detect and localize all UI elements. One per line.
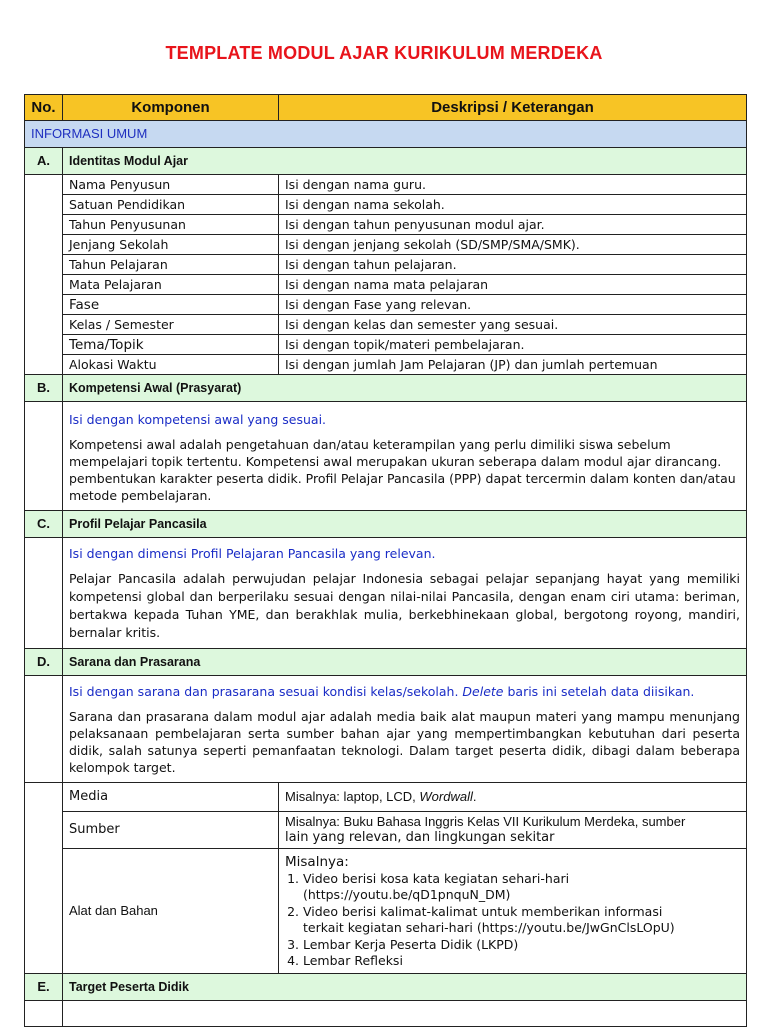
media-value — [279, 783, 747, 812]
section-d-number: D. — [25, 649, 63, 676]
sumber-value — [279, 812, 747, 849]
row-key: Fase — [63, 295, 279, 315]
row-value: Isi dengan nama mata pelajaran — [279, 275, 747, 295]
list-item: 4. Lembar Refleksi — [303, 953, 740, 970]
row-key: Tahun Penyusunan — [63, 215, 279, 235]
row-value: Isi dengan jenjang sekolah (SD/SMP/SMA/SMK). — [279, 235, 747, 255]
table-row — [25, 175, 747, 195]
list-item: 1. Video berisi kosa kata kegiatan sehari-hari (https://youtu.be/qD1pnquN_DM) — [303, 871, 740, 904]
section-d-blank-cell-2 — [25, 783, 63, 974]
media-value-text: Misalnya: laptop, LCD, — [285, 789, 420, 804]
section-d-instruction — [69, 684, 740, 700]
row-key: Nama Penyusun — [63, 175, 279, 195]
row-value: Isi dengan jumlah Jam Pelajaran (JP) dan jumlah pertemuan — [279, 355, 747, 375]
section-c-number: C. — [25, 511, 63, 538]
section-b-content — [63, 402, 747, 511]
section-e-content — [63, 1001, 747, 1027]
section-d-content — [63, 676, 747, 783]
row-value: Isi dengan tahun pelajaran. — [279, 255, 747, 275]
section-b-instruction: Isi dengan kompetensi awal yang sesuai. — [69, 412, 327, 427]
row-key: Tahun Pelajaran — [63, 255, 279, 275]
section-c-body: Pelajar Pancasila adalah perwujudan pelajar Indonesia sebagai pelajar sepanjang hayat yang memiliki kompetensi global dan berperilaku sesuai dengan nilai-nilai Pancasila, dengan enam ciri utama: beriman, bertakwa kepada Tuhan YME, dan berakhlak mulia, berkebhinekaan global, bergotong royong, mandiri, bernalar kritis. — [69, 571, 740, 640]
section-c-label: Profil Pelajar Pancasila — [63, 511, 747, 538]
section-c-header — [25, 511, 747, 538]
media-label: Media — [63, 783, 279, 812]
section-b-content-row — [25, 402, 747, 511]
alat-bahan-row — [25, 849, 747, 974]
table-row — [25, 235, 747, 255]
section-a-blank-cell — [25, 175, 63, 375]
section-b-body: Kompetensi awal adalah pengetahuan dan/atau keterampilan yang perlu dimiliki siswa sebelum mempelajari topik tertentu. Kompetensi awal merupakan ukuran seberapa dalam modul ajar dirancang. pembentukan karakter peserta didik. Profil Pelajar Pancasila (PPP) dapat tercermin dalam konten dan/atau metode pembelajaran. — [69, 437, 736, 503]
media-value-end: . — [472, 789, 477, 804]
sumber-label: Sumber — [63, 812, 279, 849]
row-key: Jenjang Sekolah — [63, 235, 279, 255]
section-e-blank-cell — [25, 1001, 63, 1027]
section-b-blank-cell — [25, 402, 63, 511]
section-d-content-row — [25, 676, 747, 783]
alat-bahan-value — [279, 849, 747, 974]
header-komponen: Komponen — [63, 95, 279, 121]
header-deskripsi: Deskripsi / Keterangan — [279, 95, 747, 121]
section-d-blank-cell — [25, 676, 63, 783]
section-a-label: Identitas Modul Ajar — [63, 148, 747, 175]
section-e-content-row — [25, 1001, 747, 1027]
instruction-delete-word: Delete — [462, 684, 504, 699]
row-key: Kelas / Semester — [63, 315, 279, 335]
section-c-content-row — [25, 538, 747, 649]
section-e-label: Target Peserta Didik — [63, 974, 747, 1001]
sumber-value-line1: Misalnya: Buku Bahasa Inggris Kelas VII Kurikulum Merdeka, sumber — [285, 814, 686, 829]
section-d-header — [25, 649, 747, 676]
table-row — [25, 355, 747, 375]
table-row — [25, 315, 747, 335]
table-row — [25, 215, 747, 235]
row-value: Isi dengan tahun penyusunan modul ajar. — [279, 215, 747, 235]
row-key: Mata Pelajaran — [63, 275, 279, 295]
row-key: Alokasi Waktu — [63, 355, 279, 375]
section-a-header — [25, 148, 747, 175]
table-row — [25, 295, 747, 315]
instruction-text: Isi dengan sarana dan prasarana sesuai kondisi kelas/sekolah. — [69, 684, 463, 699]
sumber-value-line2: lain yang relevan, dan lingkungan sekitar — [285, 830, 555, 845]
section-b-header — [25, 375, 747, 402]
section-a-number: A. — [25, 148, 63, 175]
section-d-body: Sarana dan prasarana dalam modul ajar adalah media baik alat maupun materi yang mampu menunjang pelaksanaan pembelajaran serta sumber bahan ajar yang mempertimbangkan kebutuhan dari peserta didik, salah satunya seperti pemanfaatan teknologi. Dalam target peserta didik, dibagi dalam beberapa kelompok target. — [69, 709, 740, 775]
page-title: TEMPLATE MODUL AJAR KURIKULUM MERDEKA — [165, 43, 603, 63]
section-e-number: E. — [25, 974, 63, 1001]
row-key: Tema/Topik — [63, 335, 279, 355]
instruction-text-end: baris ini setelah data diisikan. — [503, 684, 695, 699]
table-row — [25, 275, 747, 295]
row-value: Isi dengan kelas dan semester yang sesuai. — [279, 315, 747, 335]
header-no: No. — [25, 95, 63, 121]
section-d-label: Sarana dan Prasarana — [63, 649, 747, 676]
media-value-wordwall: Wordwall — [419, 789, 473, 804]
row-value: Isi dengan nama guru. — [279, 175, 747, 195]
row-key: Satuan Pendidikan — [63, 195, 279, 215]
row-value: Isi dengan Fase yang relevan. — [279, 295, 747, 315]
section-b-number: B. — [25, 375, 63, 402]
table-row — [25, 335, 747, 355]
section-b-label: Kompetensi Awal (Prasyarat) — [63, 375, 747, 402]
sumber-row — [25, 812, 747, 849]
section-c-content — [63, 538, 747, 649]
informasi-umum-label: INFORMASI UMUM — [25, 121, 747, 148]
media-row — [25, 783, 747, 812]
table-row — [25, 255, 747, 275]
row-value: Isi dengan topik/materi pembelajaran. — [279, 335, 747, 355]
row-value: Isi dengan nama sekolah. — [279, 195, 747, 215]
list-item: 3. Lembar Kerja Peserta Didik (LKPD) — [303, 937, 740, 954]
table-header-row — [25, 95, 747, 121]
informasi-umum-row — [25, 121, 747, 148]
list-item: 2. Video berisi kalimat-kalimat untuk memberikan informasi terkait kegiatan sehari-hari (https://youtu.be/JwGnClsLOpU) — [303, 904, 740, 937]
alat-bahan-label: Alat dan Bahan — [63, 849, 279, 974]
section-c-blank-cell — [25, 538, 63, 649]
alat-list — [285, 871, 740, 970]
modul-ajar-table — [24, 94, 747, 1027]
table-row — [25, 195, 747, 215]
section-e-header — [25, 974, 747, 1001]
alat-intro: Misalnya: — [285, 853, 349, 870]
section-c-instruction: Isi dengan dimensi Profil Pelajaran Pancasila yang relevan. — [69, 546, 436, 561]
